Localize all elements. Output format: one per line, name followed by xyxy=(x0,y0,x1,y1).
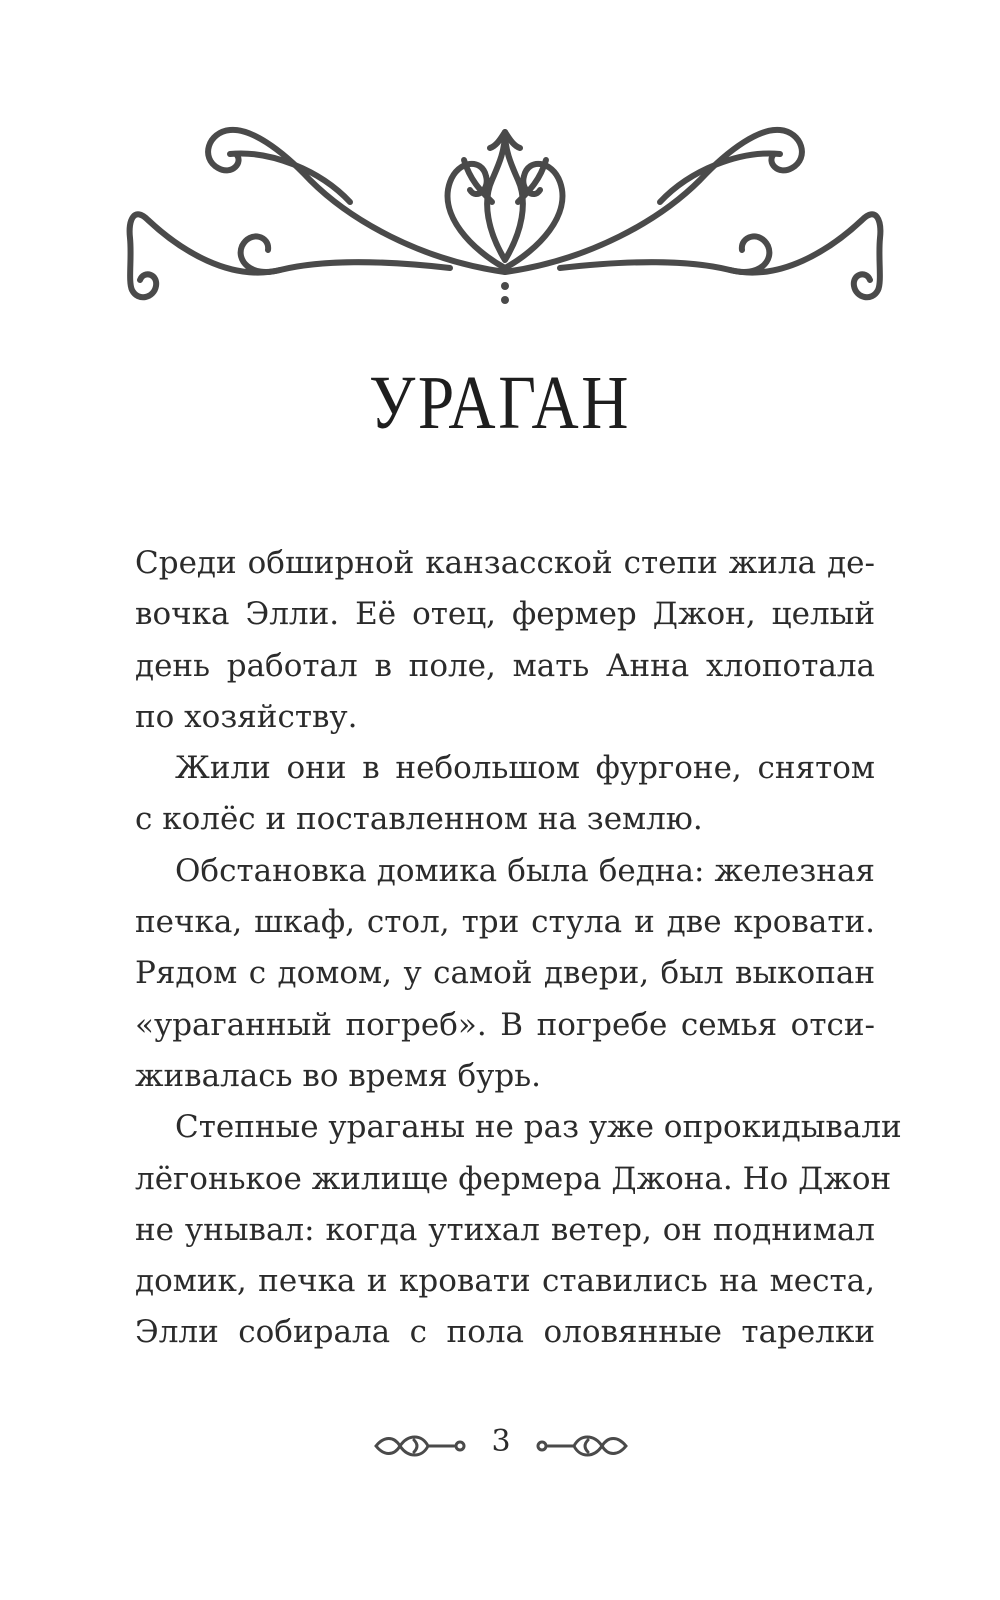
chapter-title: УРАГАН xyxy=(368,361,632,445)
text-line: живалась во время бурь. xyxy=(135,1057,541,1094)
text-line: домик, печка и кровати ставились на места, xyxy=(135,1263,875,1300)
footer-flourish-right-icon xyxy=(532,1426,632,1466)
text-line: Среди обширной канзасской степи жила де- xyxy=(135,545,875,581)
text-line: Рядом с домом, у самой двери, был выкопан xyxy=(135,955,875,992)
text-line: Степные ураганы не раз уже опрокидывали xyxy=(175,1109,902,1146)
page-number: 3 xyxy=(491,1424,511,1459)
decorative-flourish-icon xyxy=(120,110,890,320)
text-line: не унывал: когда утихал ветер, он поднимал xyxy=(135,1211,875,1248)
page-footer xyxy=(0,1418,1000,1478)
footer-flourish-left-icon xyxy=(370,1426,470,1466)
text-line: вочка Элли. Её отец, фермер Джон, целый xyxy=(135,596,875,633)
text-line: с колёс и поставленном на землю. xyxy=(135,801,703,838)
body-text xyxy=(135,538,902,1359)
text-line: Жили они в небольшом фургоне, снятом xyxy=(175,750,875,787)
text-line: лёгонькое жилище фермера Джона. Но Джон xyxy=(135,1160,892,1197)
text-line: Элли собирала с пола оловянные тарелки xyxy=(135,1314,875,1351)
text-line: Обстановка домика была бедна: железная xyxy=(175,852,875,889)
text-line: печка, шкаф, стол, три стула и две кровати. xyxy=(135,904,875,941)
text-line: по хозяйству. xyxy=(135,698,358,735)
text-line: «ураганный погреб». В погребе семья отси- xyxy=(135,1006,875,1043)
text-line: день работал в поле, мать Анна хлопотала xyxy=(135,647,875,684)
